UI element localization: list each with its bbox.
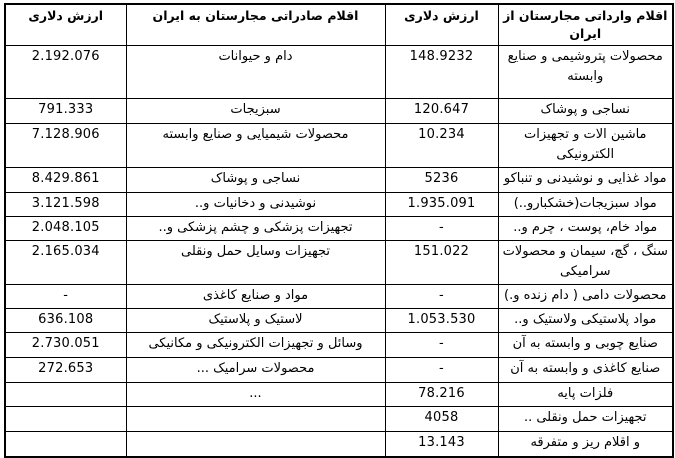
table-row xyxy=(5,309,673,333)
iran-hungary-trade-table xyxy=(4,3,674,458)
export-value-cell: 791.333 xyxy=(5,99,126,124)
import-item-cell: ماشین الات و تجهیزات الکترونیکی xyxy=(498,124,673,168)
export-value-cell: 636.108 xyxy=(5,309,126,333)
table-row xyxy=(5,333,673,358)
export-value-cell: 2.048.105 xyxy=(5,217,126,241)
table-row xyxy=(5,46,673,99)
header-export-items: اقلام صادراتی مجارستان به ایران xyxy=(126,4,385,46)
import-value-cell: - xyxy=(385,333,498,358)
import-value-cell: 13.143 xyxy=(385,432,498,457)
import-value-cell: 10.234 xyxy=(385,124,498,168)
import-value-cell: 5236 xyxy=(385,168,498,193)
table-row xyxy=(5,241,673,285)
export-value-cell xyxy=(5,432,126,457)
table-row xyxy=(5,99,673,124)
import-value-cell: - xyxy=(385,217,498,241)
import-value-cell: - xyxy=(385,285,498,309)
export-item-cell xyxy=(126,407,385,432)
import-value-cell: 148.9232 xyxy=(385,46,498,99)
export-item-cell: سبزیجات xyxy=(126,99,385,124)
import-item-cell: و اقلام ریز و متفرقه xyxy=(498,432,673,457)
export-item-cell: دام و حیوانات xyxy=(126,46,385,99)
import-item-cell: محصولات پتروشیمی و صنایع وابسته xyxy=(498,46,673,99)
export-value-cell: - xyxy=(5,285,126,309)
import-value-cell: 120.647 xyxy=(385,99,498,124)
import-value-cell: 4058 xyxy=(385,407,498,432)
table-row xyxy=(5,383,673,407)
export-value-cell: 7.128.906 xyxy=(5,124,126,168)
import-item-cell: فلزات پایه xyxy=(498,383,673,407)
import-item-cell: مواد پلاستیکی ولاستیک و.. xyxy=(498,309,673,333)
import-item-cell: سنگ ، گچ، سیمان و محصولات سرامیکی xyxy=(498,241,673,285)
export-item-cell: نوشیدنی و دخانیات و.. xyxy=(126,193,385,217)
table-row xyxy=(5,358,673,383)
table-row xyxy=(5,193,673,217)
table-row xyxy=(5,217,673,241)
export-value-cell: 2.192.076 xyxy=(5,46,126,99)
export-value-cell: 3.121.598 xyxy=(5,193,126,217)
import-item-cell: صنایع چوبی و وابسته به آن xyxy=(498,333,673,358)
export-item-cell: مواد و صنایع کاغذی xyxy=(126,285,385,309)
export-value-cell: 8.429.861 xyxy=(5,168,126,193)
header-import-value: ارزش دلاری xyxy=(385,4,498,46)
table-row xyxy=(5,432,673,457)
export-value-cell: 2.165.034 xyxy=(5,241,126,285)
import-item-cell: تجهیزات حمل ونقلی .. xyxy=(498,407,673,432)
export-value-cell: 2.730.051 xyxy=(5,333,126,358)
export-value-cell xyxy=(5,407,126,432)
import-item-cell: مواد خام، پوست ، چرم و.. xyxy=(498,217,673,241)
export-item-cell xyxy=(126,432,385,457)
import-item-cell: صنایع کاغذی و وابسته به آن xyxy=(498,358,673,383)
import-value-cell: 151.022 xyxy=(385,241,498,285)
export-item-cell: محصولات سرامیک ... xyxy=(126,358,385,383)
export-item-cell: وسائل و تجهیزات الکترونیکی و مکانیکی xyxy=(126,333,385,358)
header-import-items: اقلام وارداتی مجارستان از ایران xyxy=(498,4,673,46)
table-row xyxy=(5,285,673,309)
export-item-cell: محصولات شیمیایی و صنایع وابسته xyxy=(126,124,385,168)
table-row xyxy=(5,407,673,432)
export-item-cell: لاستیک و پلاستیک xyxy=(126,309,385,333)
import-value-cell: 1.053.530 xyxy=(385,309,498,333)
import-value-cell: 1.935.091 xyxy=(385,193,498,217)
import-value-cell: 78.216 xyxy=(385,383,498,407)
export-item-cell: ... xyxy=(126,383,385,407)
table-row xyxy=(5,124,673,168)
export-value-cell xyxy=(5,383,126,407)
import-item-cell: مواد سبزیجات(خشکبارو..) xyxy=(498,193,673,217)
import-item-cell: مواد غذایی و نوشیدنی و تنباکو xyxy=(498,168,673,193)
import-value-cell: - xyxy=(385,358,498,383)
export-item-cell: نساجی و پوشاک xyxy=(126,168,385,193)
import-item-cell: نساجی و پوشاک xyxy=(498,99,673,124)
export-value-cell: 272.653 xyxy=(5,358,126,383)
table-header-row xyxy=(5,4,673,46)
export-item-cell: تجهیزات وسایل حمل ونقلی xyxy=(126,241,385,285)
export-item-cell: تجهیزات پزشکی و چشم پزشکی و.. xyxy=(126,217,385,241)
import-item-cell: محصولات دامی ( دام زنده و.) xyxy=(498,285,673,309)
header-export-value: ارزش دلاری xyxy=(5,4,126,46)
table-row xyxy=(5,168,673,193)
